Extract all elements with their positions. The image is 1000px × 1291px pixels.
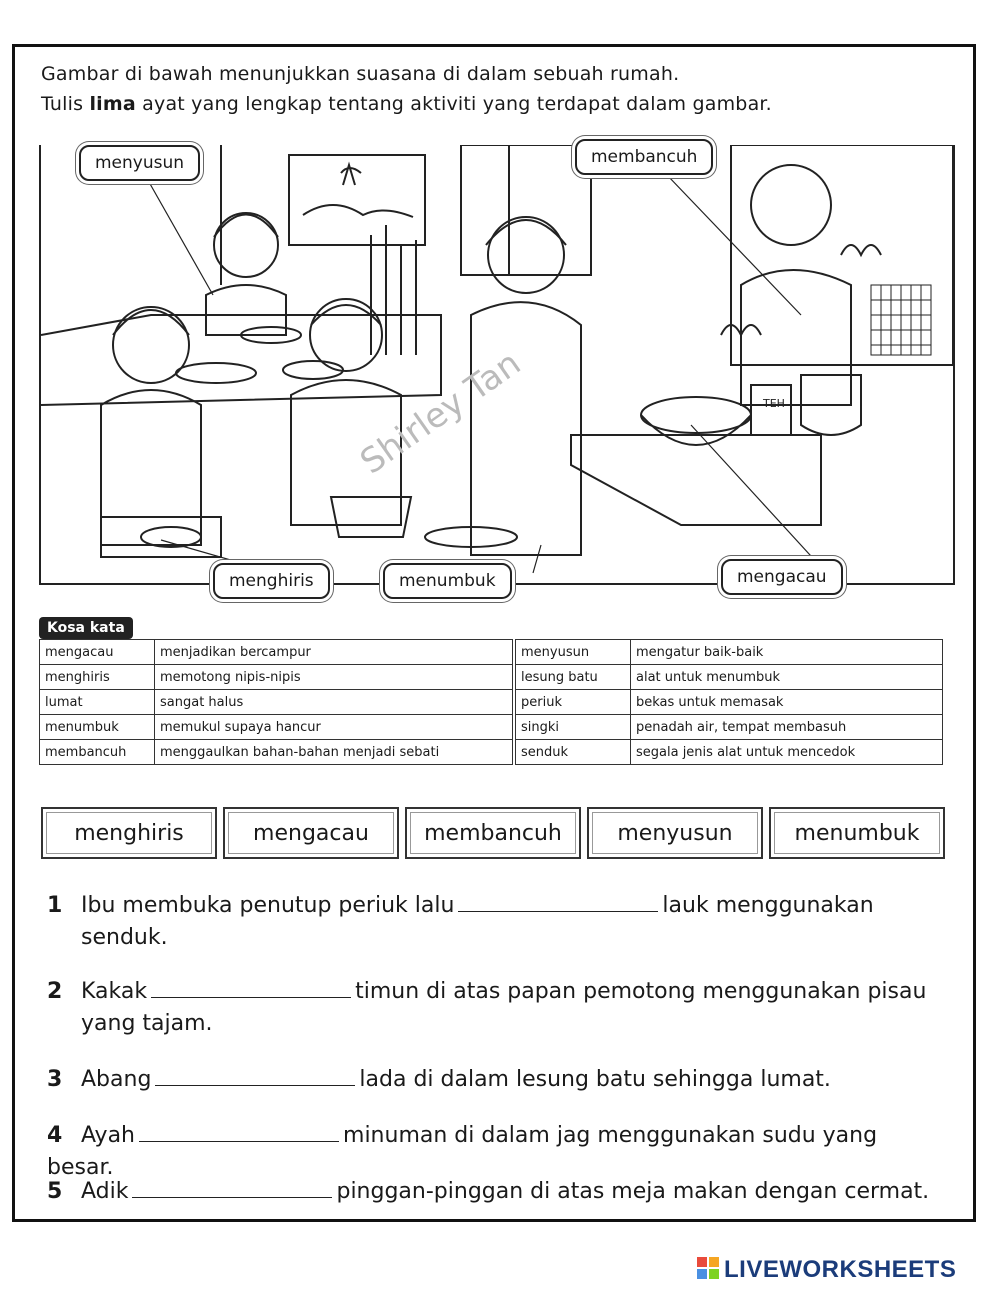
callout-membancuh: membancuh (575, 139, 713, 175)
vocab-row (40, 740, 513, 765)
question-text: Ayah (81, 1123, 136, 1148)
watermark: Shirley Tan (353, 343, 529, 483)
vocab-meaning: sangat halus (155, 690, 513, 715)
vocab-meaning: menjadikan bercampur (155, 640, 513, 665)
vocab-word: menumbuk (40, 715, 155, 740)
question-text: lada di dalam lesung batu sehingga lumat. (359, 1067, 831, 1092)
vocab-word: lumat (40, 690, 155, 715)
word-bank-item[interactable]: membancuh (405, 807, 581, 859)
vocabulary-table-left (39, 639, 513, 765)
word-bank-item[interactable]: mengacau (223, 807, 399, 859)
vocab-word: mengacau (40, 640, 155, 665)
answer-blank[interactable] (132, 1175, 332, 1198)
question-text: pinggan-pinggan di atas meja makan dengan cermat. (336, 1179, 930, 1204)
question-2 (47, 975, 947, 1040)
question-number: 5 (47, 1179, 63, 1204)
callout-menghiris: menghiris (213, 563, 330, 599)
answer-blank[interactable] (139, 1119, 339, 1142)
callout-menyusun: menyusun (79, 145, 200, 181)
question-text: minuman di dalam jag menggunakan sudu yang besar. (47, 1123, 878, 1180)
question-text: lauk menggunakan (662, 893, 874, 918)
vocab-row (516, 740, 943, 765)
question-continuation: yang tajam. (81, 1011, 213, 1036)
word-bank-item[interactable]: menghiris (41, 807, 217, 859)
instruction-line-1: Gambar di bawah menunjukkan suasana di dalam sebuah rumah. (41, 63, 680, 85)
vocab-row (40, 715, 513, 740)
vocab-meaning: mengatur baik-baik (631, 640, 943, 665)
question-number: 3 (47, 1067, 63, 1092)
question-5 (47, 1175, 947, 1208)
vocab-row (40, 665, 513, 690)
vocab-row (516, 690, 943, 715)
callout-menumbuk: menumbuk (383, 563, 512, 599)
vocab-row (516, 665, 943, 690)
vocab-meaning: bekas untuk memasak (631, 690, 943, 715)
vocab-meaning: memotong nipis-nipis (155, 665, 513, 690)
vocabulary-table-right (515, 639, 943, 765)
brand-text: LIVEWORKSHEETS (724, 1256, 957, 1283)
answer-blank[interactable] (155, 1063, 355, 1086)
question-number: 1 (47, 893, 63, 918)
vocab-meaning: segala jenis alat untuk mencedok (631, 740, 943, 765)
answer-blank[interactable] (151, 975, 351, 998)
word-bank-item[interactable]: menyusun (587, 807, 763, 859)
vocab-word: menyusun (516, 640, 631, 665)
kosa-kata-title: Kosa kata (39, 617, 133, 639)
word-bank-item[interactable]: menumbuk (769, 807, 945, 859)
word-bank (41, 807, 953, 859)
vocab-meaning: memukul supaya hancur (155, 715, 513, 740)
liveworksheets-logo[interactable] (696, 1256, 956, 1284)
worksheet (12, 44, 976, 1222)
answer-blank[interactable] (458, 889, 658, 912)
question-continuation: senduk. (81, 925, 168, 950)
question-text: Abang (81, 1067, 152, 1092)
vocab-word: membancuh (40, 740, 155, 765)
vocab-word: senduk (516, 740, 631, 765)
vocab-word: lesung batu (516, 665, 631, 690)
question-text: Kakak (81, 979, 148, 1004)
vocab-row (516, 715, 943, 740)
question-number: 4 (47, 1123, 63, 1148)
vocab-word: periuk (516, 690, 631, 715)
vocab-row (516, 640, 943, 665)
question-number: 2 (47, 979, 63, 1004)
kitchen-drawing (41, 145, 953, 583)
liveworksheets-logo-icon (696, 1256, 720, 1280)
kitchen-illustration (39, 145, 955, 591)
vocab-word: menghiris (40, 665, 155, 690)
question-1 (47, 889, 947, 954)
question-3 (47, 1063, 947, 1096)
question-text: Adik (81, 1179, 129, 1204)
jar-label: TEH (763, 397, 785, 410)
vocab-word: singki (516, 715, 631, 740)
question-text: timun di atas papan pemotong menggunakan pisau (355, 979, 927, 1004)
vocab-row (40, 690, 513, 715)
vocab-row (40, 640, 513, 665)
vocab-meaning: menggaulkan bahan-bahan menjadi sebati (155, 740, 513, 765)
vocab-meaning: alat untuk menumbuk (631, 665, 943, 690)
instruction-line-2: Tulis lima ayat yang lengkap tentang aktiviti yang terdapat dalam gambar. (41, 93, 772, 115)
question-text: Ibu membuka penutup periuk lalu (81, 893, 455, 918)
callout-mengacau: mengacau (721, 559, 843, 595)
vocab-meaning: penadah air, tempat membasuh (631, 715, 943, 740)
